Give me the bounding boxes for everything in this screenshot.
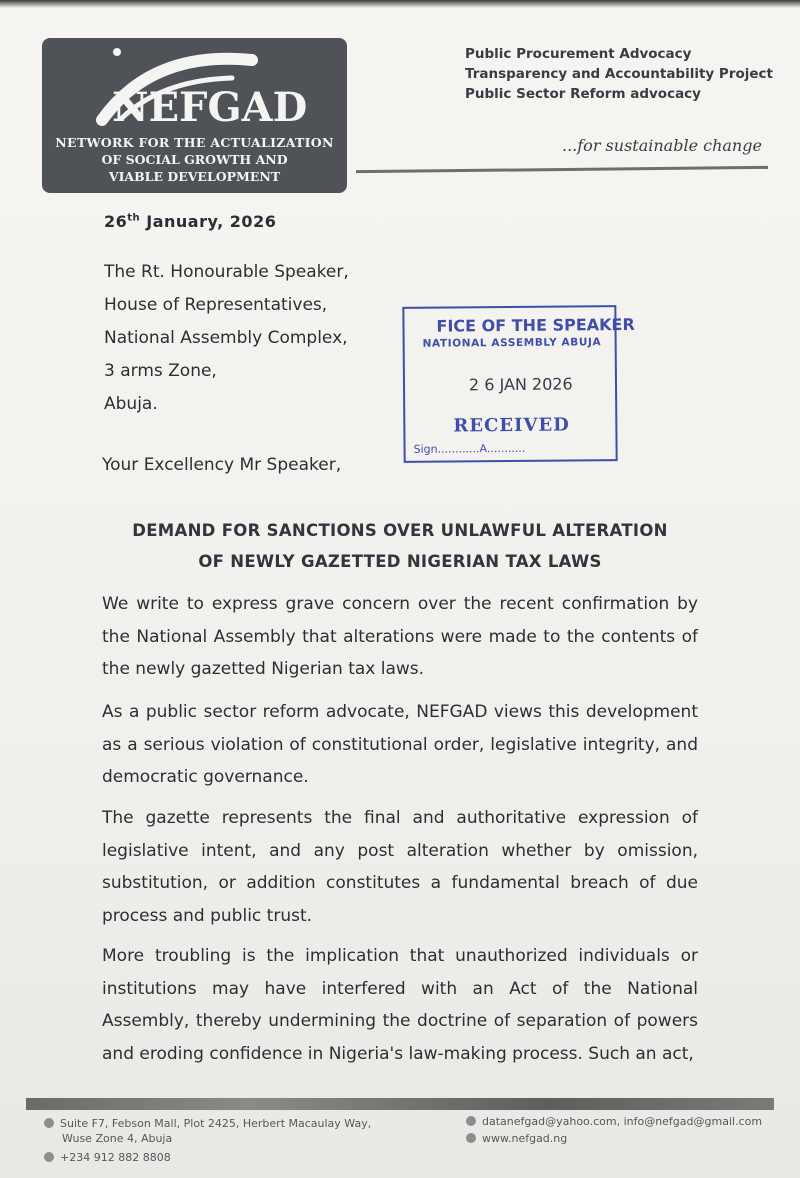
address-line: 3 arms Zone, (104, 361, 217, 381)
program-item: Public Procurement Advocacy (465, 46, 692, 62)
program-item: Transparency and Accountability Project (465, 66, 774, 82)
paragraph: We write to express grave concern over the recent confirmation by the National Assembly that alterations were made to the contents of the newly gazetted Nigerian tax laws. (102, 594, 698, 679)
paragraph: More troubling is the implication that unauthorized individuals or institutions may have interfered with an Act of the National Assembly, thereby undermining the doctrine of separation of powers and eroding confidence in Nigeria's law-making process. Such an act, (102, 946, 698, 1064)
program-item: Public Sector Reform advocacy (465, 86, 701, 102)
globe-icon (466, 1133, 476, 1143)
header-rule (356, 166, 768, 173)
address-line: Abuja. (104, 394, 158, 414)
motto: ...for sustainable change (562, 136, 762, 155)
phone-icon (44, 1152, 54, 1162)
paragraph: As a public sector reform advocate, NEFGAD views this development as a serious violation of constitutional order, legislative integrity, and democratic governance. (102, 702, 698, 787)
logo-brand: NEFGAD (112, 84, 308, 131)
logo-name-line3: VIABLE DEVELOPMENT (108, 169, 281, 184)
stamp-institution: NATIONAL ASSEMBLY ABUJA (422, 336, 602, 350)
stamp-status: RECEIVED (453, 414, 570, 437)
received-stamp (402, 305, 635, 463)
top-shadow (0, 0, 800, 8)
footer-website: www.nefgad.ng (466, 1131, 567, 1146)
recipient-address (104, 256, 349, 421)
nefgad-logo (42, 38, 347, 193)
stamp-office: FICE OF THE SPEAKER (436, 314, 635, 336)
logo-name-line1: NETWORK FOR THE ACTUALIZATION (55, 135, 334, 150)
stamp-date: 2 6 JAN 2026 (468, 374, 573, 395)
footer-bar (26, 1098, 774, 1110)
footer-email: datanefgad@yahoo.com, info@nefgad@gmail.com (466, 1114, 762, 1129)
address-line: The Rt. Honourable Speaker, (104, 262, 349, 282)
location-icon (44, 1118, 54, 1128)
salutation: Your Excellency Mr Speaker, (102, 455, 342, 475)
address-line: National Assembly Complex, (104, 328, 348, 348)
address-line: House of Representatives, (104, 295, 328, 315)
stamp-sign-line: Sign............A........... (413, 441, 526, 456)
footer-address-line2: Wuse Zone 4, Abuja (62, 1132, 173, 1145)
footer-phone: +234 912 882 8808 (44, 1150, 171, 1165)
footer-address: Suite F7, Febson Mall, Plot 2425, Herbert Macaulay Way, (44, 1116, 371, 1131)
letter-date: 26th January, 2026 (104, 212, 277, 231)
paragraph: The gazette represents the final and authoritative expression of legislative intent, and any post alteration whether by omission, substitution, or addition constitutes a fundamental breach of due process and public trust. (102, 808, 698, 926)
email-icon (466, 1116, 476, 1126)
program-list (465, 44, 773, 104)
subject-heading: DEMAND FOR SANCTIONS OVER UNLAWFUL ALTERATION OF NEWLY GAZETTED NIGERIAN TAX LAWS (132, 521, 668, 571)
logo-name-line2: OF SOCIAL GROWTH AND (101, 152, 288, 167)
